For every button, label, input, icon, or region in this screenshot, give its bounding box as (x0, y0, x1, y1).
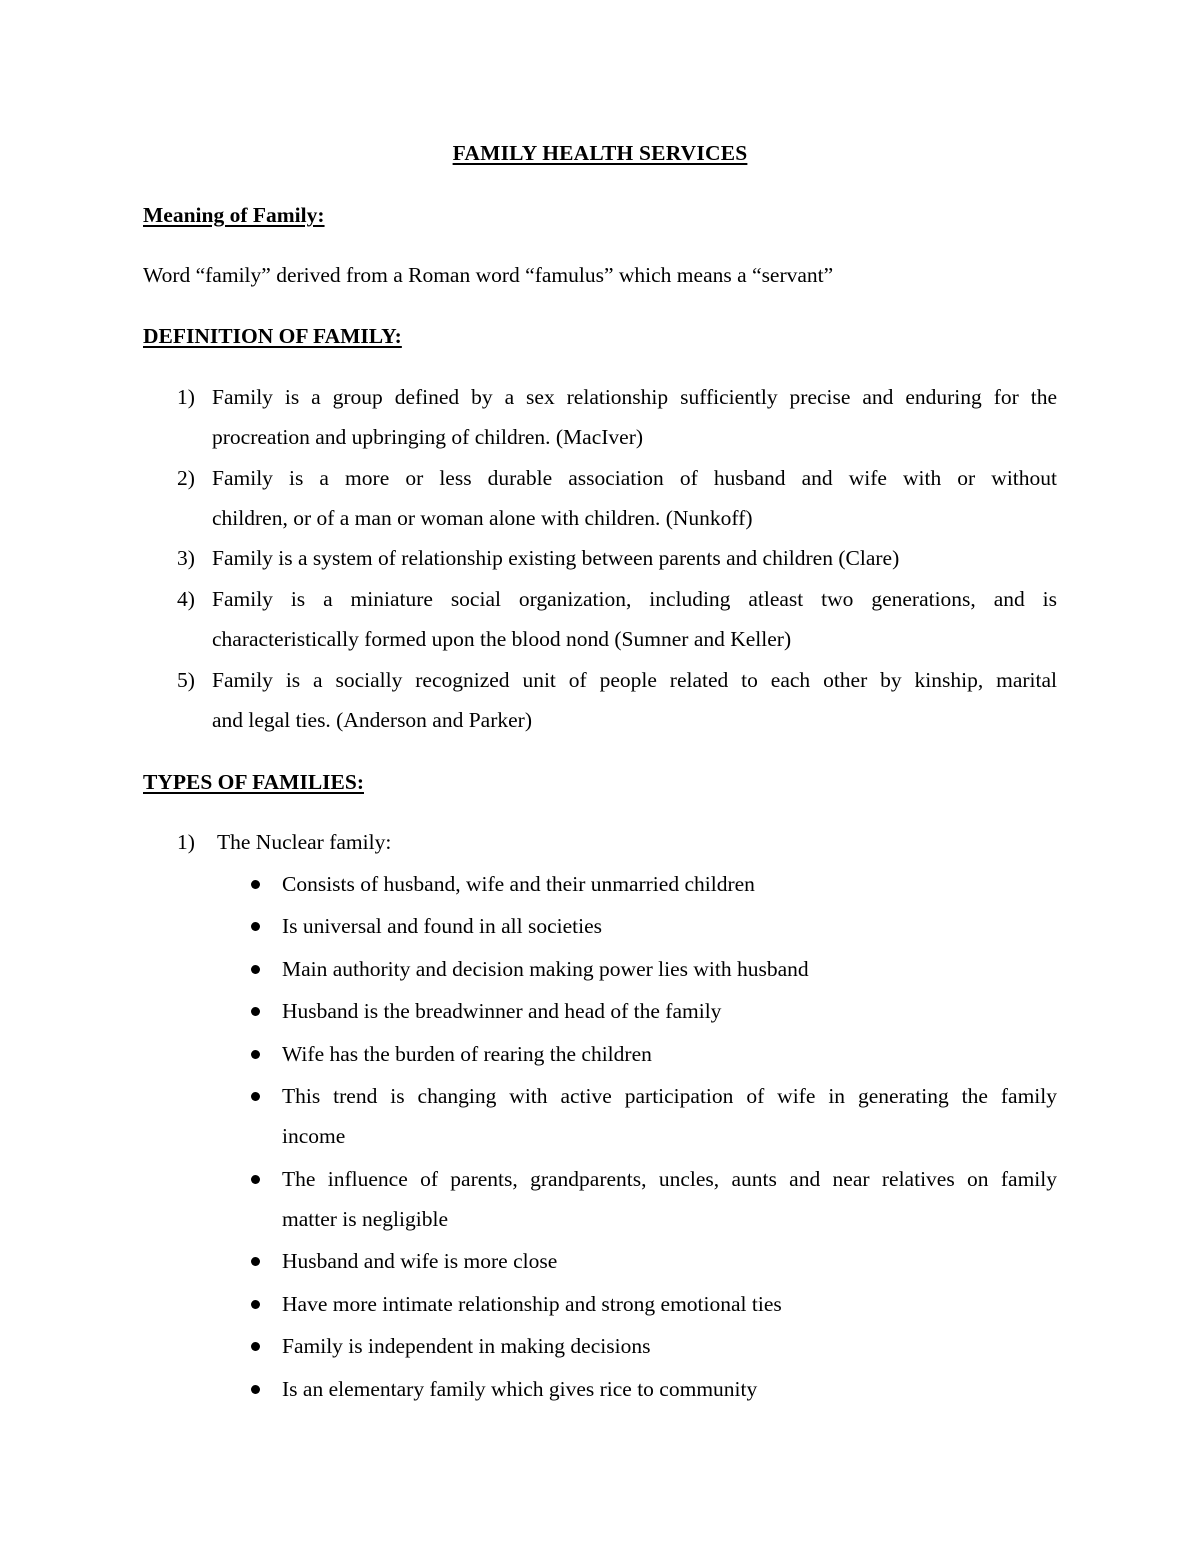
meaning-text: Word “family” derived from a Roman word “famulus” which means a “servant” (143, 263, 834, 287)
list-item: matter is negligible (282, 1207, 448, 1231)
list-item: Wife has the burden of rearing the children (282, 1042, 652, 1066)
bullet-icon (251, 922, 260, 931)
bullet-icon (251, 1300, 260, 1309)
list-item: income (282, 1124, 346, 1148)
list-item: Consists of husband, wife and their unmarried children (282, 872, 755, 896)
list-item: The influence of parents, grandparents, uncles, aunts and near relatives on family (282, 1167, 1057, 1191)
definition-heading: DEFINITION OF FAMILY: (143, 324, 402, 348)
bullet-icon (251, 1092, 260, 1101)
definition-number: 3) (177, 546, 195, 570)
type-number: 1) (177, 830, 195, 854)
list-item: Main authority and decision making power lies with husband (282, 957, 809, 981)
list-item: Husband and wife is more close (282, 1249, 558, 1273)
list-item: Have more intimate relationship and strong emotional ties (282, 1292, 782, 1316)
definition-number: 1) (177, 385, 195, 409)
definition-text: and legal ties. (Anderson and Parker) (212, 708, 533, 732)
definition-text: Family is a socially recognized unit of people related to each other by kinship, marital (212, 668, 1057, 692)
bullet-icon (251, 1342, 260, 1351)
page-title: FAMILY HEALTH SERVICES (452, 141, 748, 165)
type-label: The Nuclear family: (217, 830, 392, 854)
definition-text: Family is a more or less durable association of husband and wife with or without (212, 466, 1057, 490)
bullet-icon (251, 1257, 260, 1266)
bullet-icon (251, 965, 260, 974)
bullet-icon (251, 880, 260, 889)
definition-text: characteristically formed upon the blood nond (Sumner and Keller) (212, 627, 792, 651)
definition-number: 5) (177, 668, 195, 692)
types-heading: TYPES OF FAMILIES: (143, 770, 364, 794)
meaning-heading: Meaning of Family: (143, 203, 325, 227)
definition-text: Family is a miniature social organization, including atleast two generations, and is (212, 587, 1057, 611)
list-item: Is universal and found in all societies (282, 914, 603, 938)
bullet-icon (251, 1385, 260, 1394)
definition-number: 2) (177, 466, 195, 490)
definition-text: children, or of a man or woman alone with children. (Nunkoff) (212, 506, 753, 530)
definition-text: Family is a system of relationship existing between parents and children (Clare) (212, 546, 900, 570)
bullet-icon (251, 1175, 260, 1184)
list-item: This trend is changing with active participation of wife in generating the family (282, 1084, 1057, 1108)
bullet-icon (251, 1050, 260, 1059)
list-item: Family is independent in making decisions (282, 1334, 651, 1358)
list-item: Husband is the breadwinner and head of the family (282, 999, 722, 1023)
definition-number: 4) (177, 587, 195, 611)
list-item: Is an elementary family which gives rice to community (282, 1377, 758, 1401)
definition-text: procreation and upbringing of children. (MacIver) (212, 425, 644, 449)
bullet-icon (251, 1007, 260, 1016)
definition-text: Family is a group defined by a sex relationship sufficiently precise and enduring for the (212, 385, 1057, 409)
